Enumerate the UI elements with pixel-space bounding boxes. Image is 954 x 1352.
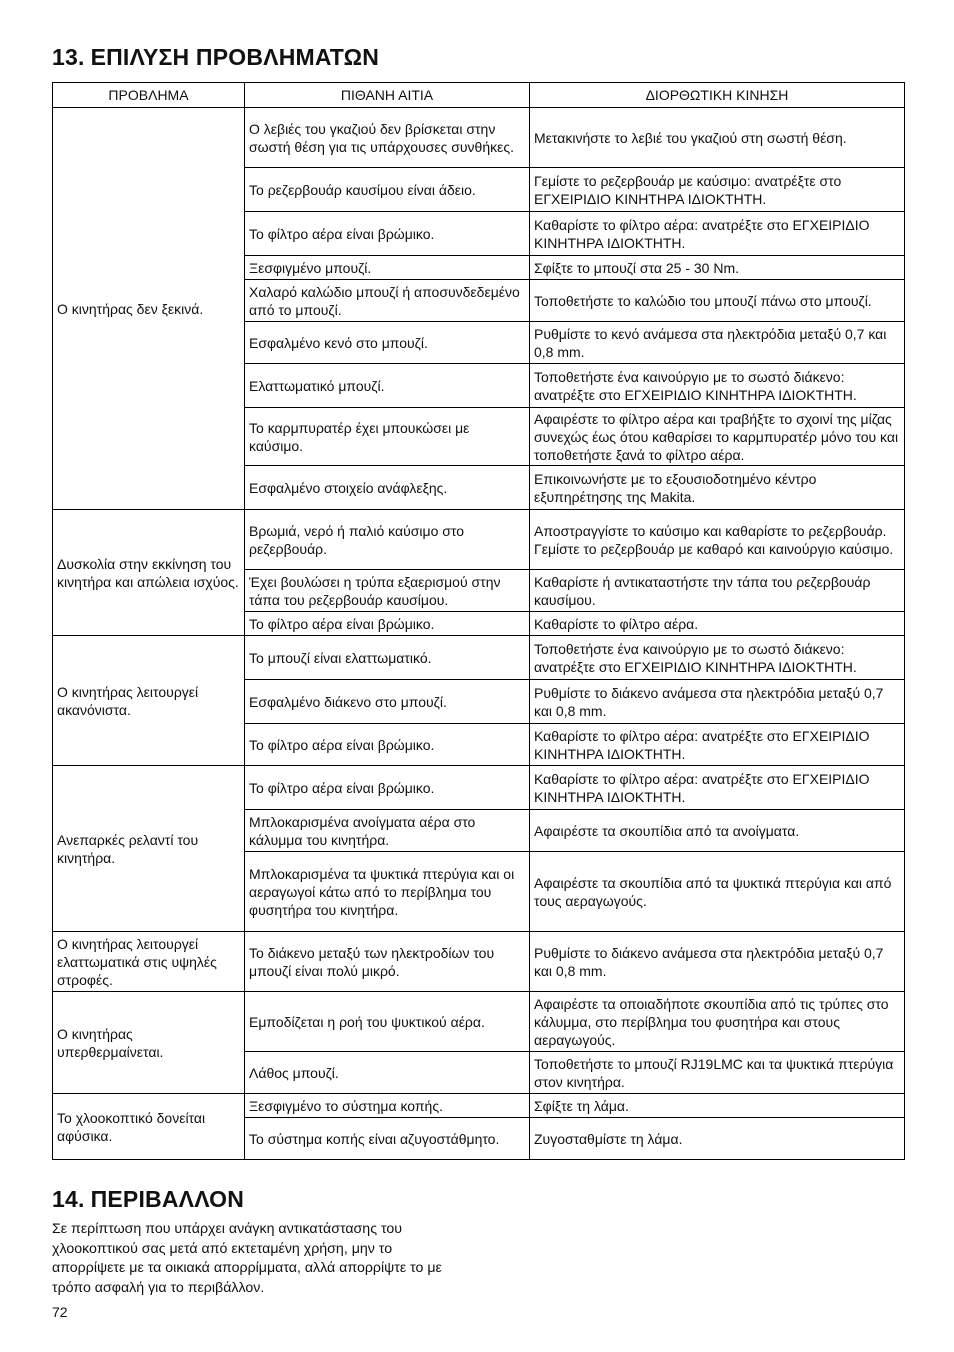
troubleshooting-table [52,82,905,1160]
cause-cell: Βρωμιά, νερό ή παλιό καύσιμο στο ρεζερβουάρ. [245,510,530,570]
problem-cell: Δυσκολία στην εκκίνηση του κινητήρα και απώλεια ισχύος. [53,510,245,636]
cause-cell: Εσφαλμένο στοιχείο ανάφλεξης. [245,466,530,510]
action-cell: Καθαρίστε το φίλτρο αέρα: ανατρέξτε στο ΕΓΧΕΙΡΙΔΙΟ ΚΙΝΗΤΗΡΑ ΙΔΙΟΚΤΗΤΗ. [530,212,905,256]
action-cell: Τοποθετήστε ένα καινούργιο με το σωστό διάκενο: ανατρέξτε στο ΕΓΧΕΙΡΙΔΙΟ ΚΙΝΗΤΗΡΑ ΙΔΙΟΚΤΗΤΗ. [530,636,905,680]
table-row [53,932,905,992]
action-cell: Αποστραγγίστε το καύσιμο και καθαρίστε το ρεζερβουάρ. Γεμίστε το ρεζερβουάρ με καθαρό και καινούργιο καύσιμο. [530,510,905,570]
cause-cell: Ξεσφιγμένο μπουζί. [245,256,530,280]
table-header-row [53,83,905,108]
cause-cell: Το μπουζί είναι ελαττωματικό. [245,636,530,680]
table-row [53,108,905,168]
cause-cell: Χαλαρό καλώδιο μπουζί ή αποσυνδεδεμένο από το μπουζί. [245,280,530,322]
cause-cell: Ο λεβιές του γκαζιού δεν βρίσκεται στην σωστή θέση για τις υπάρχουσες συνθήκες. [245,108,530,168]
cause-cell: Ξεσφιγμένο το σύστημα κοπής. [245,1094,530,1118]
cause-cell: Ελαττωματικό μπουζί. [245,364,530,408]
table-row [53,992,905,1052]
table-row [53,636,905,680]
cause-cell: Το σύστημα κοπής είναι αζυγοστάθμητο. [245,1118,530,1160]
table-row [53,510,905,570]
page-number: 72 [52,1304,68,1320]
action-cell: Ζυγοσταθμίστε τη λάμα. [530,1118,905,1160]
cause-cell: Το φίλτρο αέρα είναι βρώμικο. [245,766,530,810]
action-cell: Τοποθετήστε ένα καινούργιο με το σωστό διάκενο: ανατρέξτε στο ΕΓΧΕΙΡΙΔΙΟ ΚΙΝΗΤΗΡΑ ΙΔΙΟΚΤΗΤΗ. [530,364,905,408]
action-cell: Καθαρίστε το φίλτρο αέρα: ανατρέξτε στο ΕΓΧΕΙΡΙΔΙΟ ΚΙΝΗΤΗΡΑ ΙΔΙΟΚΤΗΤΗ. [530,724,905,766]
cause-cell: Το φίλτρο αέρα είναι βρώμικο. [245,612,530,636]
section-14-heading [52,1186,244,1213]
cause-cell: Λάθος μπουζί. [245,1052,530,1094]
section-13-number: 13. [52,44,85,70]
action-cell: Αφαιρέστε τα σκουπίδια από τα ψυκτικά πτερύγια και από τους αεραγωγούς. [530,852,905,932]
action-cell: Καθαρίστε το φίλτρο αέρα. [530,612,905,636]
header-action: ΔΙΟΡΘΩΤΙΚΗ ΚΙΝΗΣΗ [530,83,905,108]
action-cell: Μετακινήστε το λεβιέ του γκαζιού στη σωστή θέση. [530,108,905,168]
section-14-number: 14. [52,1186,85,1212]
action-cell: Γεμίστε το ρεζερβουάρ με καύσιμο: ανατρέξτε στο ΕΓΧΕΙΡΙΔΙΟ ΚΙΝΗΤΗΡΑ ΙΔΙΟΚΤΗΤΗ. [530,168,905,212]
problem-cell: Ο κινητήρας λειτουργεί ακανόνιστα. [53,636,245,766]
action-cell: Αφαιρέστε τα σκουπίδια από τα ανοίγματα. [530,810,905,852]
cause-cell: Εσφαλμένο διάκενο στο μπουζί. [245,680,530,724]
header-cause: ΠΙΘΑΝΗ ΑΙΤΙΑ [245,83,530,108]
action-cell: Τοποθετήστε το καλώδιο του μπουζί πάνω στο μπουζί. [530,280,905,322]
action-cell: Καθαρίστε ή αντικαταστήστε την τάπα του ρεζερβουάρ καυσίμου. [530,570,905,612]
cause-cell: Το διάκενο μεταξύ των ηλεκτροδίων του μπουζί είναι πολύ μικρό. [245,932,530,992]
action-cell: Αφαιρέστε το φίλτρο αέρα και τραβήξτε το σχοινί της μίζας συνεχώς έως ότου καθαρίσει το καρμπυρατέρ μόνο του και τοποθετήστε ξανά το φίλτρο αέρα. [530,408,905,466]
problem-cell: Ο κινητήρας δεν ξεκινά. [53,108,245,510]
action-cell: Τοποθετήστε το μπουζί RJ19LMC και τα ψυκτικά πτερύγια στον κινητήρα. [530,1052,905,1094]
action-cell: Ρυθμίστε το διάκενο ανάμεσα στα ηλεκτρόδια μεταξύ 0,7 και 0,8 mm. [530,680,905,724]
cause-cell: Μπλοκαρισμένα ανοίγματα αέρα στο κάλυμμα του κινητήρα. [245,810,530,852]
action-cell: Ρυθμίστε το κενό ανάμεσα στα ηλεκτρόδια μεταξύ 0,7 και 0,8 mm. [530,322,905,364]
action-cell: Αφαιρέστε τα οποιαδήποτε σκουπίδια από τις τρύπες στο κάλυμμα, στο περίβλημα του φυσητήρα και στους αεραγωγούς. [530,992,905,1052]
cause-cell: Έχει βουλώσει η τρύπα εξαερισμού στην τάπα του ρεζερβουάρ καυσίμου. [245,570,530,612]
header-problem: ΠΡΟΒΛΗΜΑ [53,83,245,108]
cause-cell: Το ρεζερβουάρ καυσίμου είναι άδειο. [245,168,530,212]
cause-cell: Το καρμπυρατέρ έχει μπουκώσει με καύσιμο. [245,408,530,466]
cause-cell: Εσφαλμένο κενό στο μπουζί. [245,322,530,364]
section-13-title: ΕΠΙΛΥΣΗ ΠΡΟΒΛΗΜΑΤΩΝ [90,44,380,70]
environment-paragraph: Σε περίπτωση που υπάρχει ανάγκη αντικατάστασης του χλοοκοπτικού σας μετά από εκτεταμένη χρήση, μην το απορρίψετε με τα οικιακά απορρίμματα, αλλά απορρίψτε το με τρόπο ασφαλή για το περιβάλλον. [52,1221,442,1296]
action-cell: Ρυθμίστε το διάκενο ανάμεσα στα ηλεκτρόδια μεταξύ 0,7 και 0,8 mm. [530,932,905,992]
problem-cell: Ο κινητήρας λειτουργεί ελαττωματικά στις υψηλές στροφές. [53,932,245,992]
cause-cell: Το φίλτρο αέρα είναι βρώμικο. [245,724,530,766]
action-cell: Επικοινωνήστε με το εξουσιοδοτημένο κέντρο εξυπηρέτησης της Makita. [530,466,905,510]
action-cell: Σφίξτε τη λάμα. [530,1094,905,1118]
cause-cell: Εμποδίζεται η ροή του ψυκτικού αέρα. [245,992,530,1052]
problem-cell: Ανεπαρκές ρελαντί του κινητήρα. [53,766,245,932]
problem-cell: Το χλοοκοπτικό δονείται αφύσικα. [53,1094,245,1160]
problem-cell: Ο κινητήρας υπερθερμαίνεται. [53,992,245,1094]
table-row [53,766,905,810]
section-13-heading [52,44,379,71]
table-row [53,1094,905,1118]
action-cell: Καθαρίστε το φίλτρο αέρα: ανατρέξτε στο ΕΓΧΕΙΡΙΔΙΟ ΚΙΝΗΤΗΡΑ ΙΔΙΟΚΤΗΤΗ. [530,766,905,810]
cause-cell: Μπλοκαρισμένα τα ψυκτικά πτερύγια και οι αεραγωγοί κάτω από το περίβλημα του φυσητήρα του κινητήρα. [245,852,530,932]
action-cell: Σφίξτε το μπουζί στα 25 - 30 Nm. [530,256,905,280]
section-14-title: ΠΕΡΙΒΑΛΛΟΝ [90,1186,245,1212]
cause-cell: Το φίλτρο αέρα είναι βρώμικο. [245,212,530,256]
